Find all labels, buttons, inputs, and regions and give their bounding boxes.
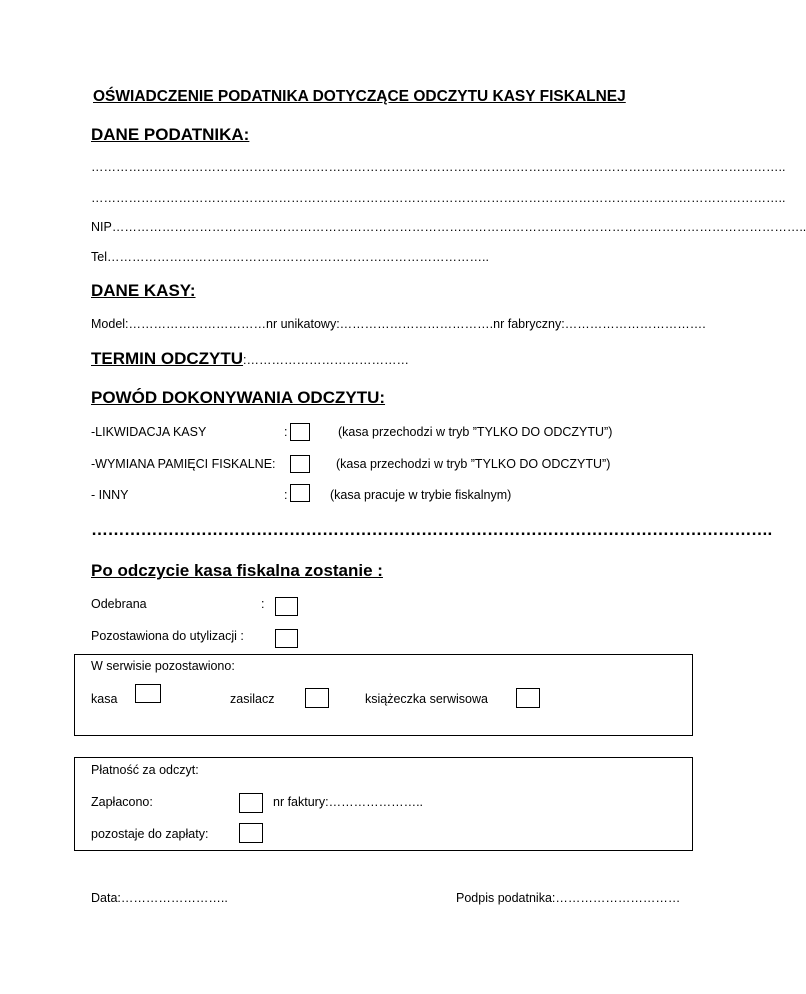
reason-note-likwidacja: (kasa przechodzi w tryb ”TYLKO DO ODCZYTU”) — [338, 425, 613, 439]
label-zaplacono: Zapłacono: — [91, 795, 153, 809]
taxpayer-line-2[interactable]: ………………………………………………………………………………………………………………………………………………….. — [91, 191, 786, 205]
label-pozostaje: pozostaje do zapłaty: — [91, 827, 209, 841]
separator-dots[interactable]: ……………………………………………………………………………………………………………. — [91, 520, 772, 539]
checkbox-zaplacono[interactable] — [239, 793, 263, 813]
tel-field[interactable]: Tel……………………………………………………………………………….. — [91, 250, 489, 264]
nip-field[interactable]: NIP………………………………………………………………………………………………………………………………………………….. — [91, 220, 806, 234]
section-heading-powod: POWÓD DOKONYWANIA ODCZYTU: — [91, 388, 386, 407]
checkbox-zasilacz[interactable] — [305, 688, 329, 708]
reason-colon: : — [284, 488, 288, 502]
register-data-line[interactable]: Model:……………………………nr unikatowy:……………………………….nr fabryczny:……………………………. — [91, 317, 706, 331]
label-ksiazeczka: książeczka serwisowa — [365, 692, 488, 706]
checkbox-ksiazeczka[interactable] — [516, 688, 540, 708]
page-title: OŚWIADCZENIE PODATNIKA DOTYCZĄCE ODCZYTU KASY FISKALNEJ — [93, 88, 626, 105]
label-kasa: kasa — [91, 692, 118, 706]
reason-label-likwidacja: -LIKWIDACJA KASY — [91, 425, 207, 439]
checkbox-odebrana[interactable] — [275, 597, 298, 616]
odebrana-colon: : — [261, 597, 265, 611]
label-zasilacz: zasilacz — [230, 692, 275, 706]
section-heading-po-odczycie: Po odczycie kasa fiskalna zostanie : — [91, 561, 383, 580]
label-odebrana: Odebrana — [91, 597, 147, 611]
label-pozostawiona: Pozostawiona do utylizacji : — [91, 629, 244, 643]
checkbox-inny[interactable] — [290, 484, 310, 502]
checkbox-pozostawiona[interactable] — [275, 629, 298, 648]
reason-label-inny: - INNY — [91, 488, 129, 502]
reason-colon: : — [284, 425, 288, 439]
reason-note-inny: (kasa pracuje w trybie fiskalnym) — [330, 488, 512, 502]
nr-faktury-field[interactable]: nr faktury:………………….. — [273, 795, 424, 809]
label-w-serwisie: W serwisie pozostawiono: — [91, 659, 235, 673]
termin-odczytu-row — [91, 349, 409, 369]
checkbox-wymiana[interactable] — [290, 455, 310, 473]
section-heading-dane-podatnika: DANE PODATNIKA: — [91, 125, 250, 144]
date-field[interactable]: Data:…………………….. — [91, 891, 228, 905]
checkbox-pozostaje[interactable] — [239, 823, 263, 843]
checkbox-kasa[interactable] — [135, 684, 161, 703]
label-platnosc: Płatność za odczyt: — [91, 763, 199, 777]
section-heading-dane-kasy: DANE KASY: — [91, 281, 196, 300]
reason-note-wymiana: (kasa przechodzi w tryb ”TYLKO DO ODCZYTU”) — [336, 457, 611, 471]
section-heading-termin: TERMIN ODCZYTU — [91, 349, 244, 368]
termin-dots[interactable]: :………………………………… — [243, 353, 410, 367]
checkbox-likwidacja[interactable] — [290, 423, 310, 441]
taxpayer-line-1[interactable]: ………………………………………………………………………………………………………………………………………………….. — [91, 160, 786, 174]
reason-label-wymiana: -WYMIANA PAMIĘCI FISKALNE: — [91, 457, 276, 471]
signature-field[interactable]: Podpis podatnika:………………………… — [456, 891, 681, 905]
